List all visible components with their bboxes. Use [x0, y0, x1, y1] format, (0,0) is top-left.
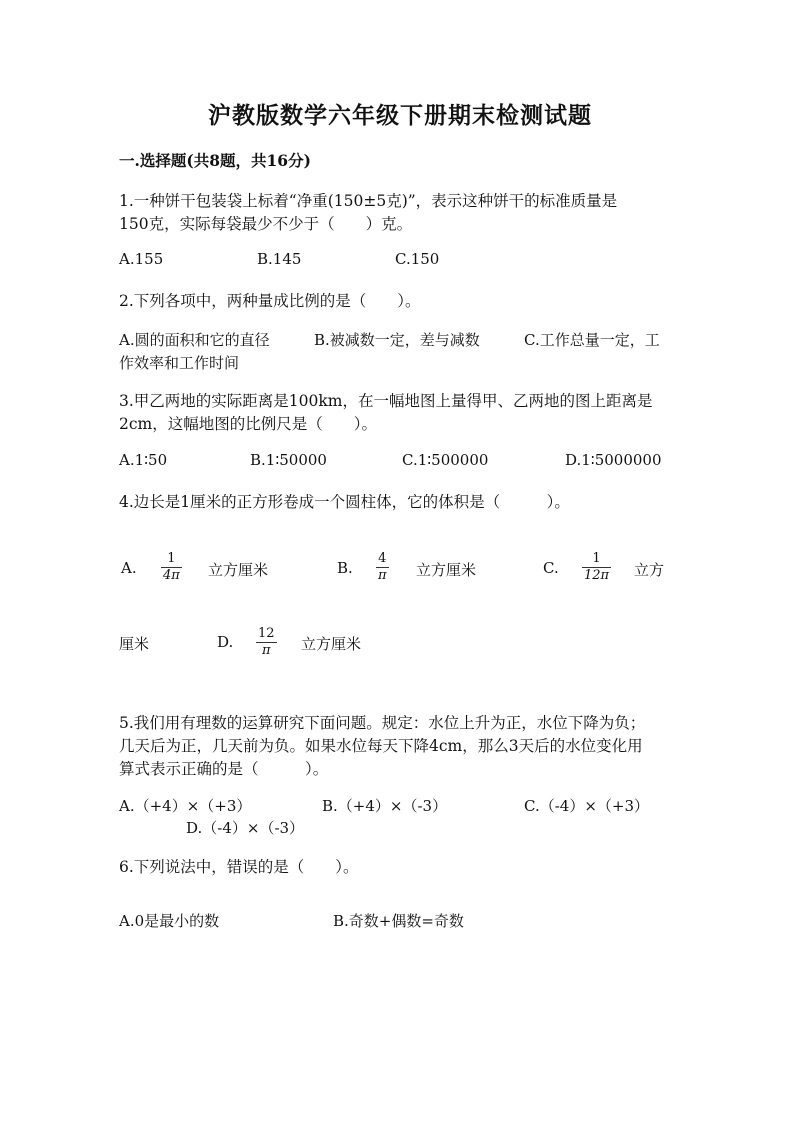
question-4-option-b-fraction — [376, 551, 389, 584]
question-5-option-c: C.（-4）×（+3） — [524, 797, 650, 815]
section-heading: 一.选择题(共8题，共16分) — [119, 151, 311, 170]
question-4-line-1: 4.边长是1厘米的正方形卷成一个圆柱体，它的体积是（ ）。 — [119, 493, 570, 511]
question-3-option-b: B.1∶50000 — [250, 451, 327, 469]
question-4-option-a-label: A. — [121, 559, 137, 577]
question-4-option-d-fraction — [256, 626, 277, 659]
question-5-option-a: A.（+4）×（+3） — [119, 797, 252, 815]
question-5-line-2: 几天后为正，几天前为负。如果水位每天下降4cm，那么3天后的水位变化用 — [119, 737, 643, 755]
question-1-option-c: C.150 — [395, 250, 440, 268]
question-4-option-a-fraction — [161, 551, 182, 584]
question-2-line-1: 2.下列各项中，两种量成比例的是（ ）。 — [119, 292, 421, 310]
question-4-option-c-unit: 立方 — [634, 561, 665, 579]
question-6-option-a: A.0是最小的数 — [119, 912, 220, 930]
question-4-option-d-unit: 立方厘米 — [301, 635, 362, 653]
question-4-option-b-unit: 立方厘米 — [416, 561, 477, 579]
fraction-numerator: 4 — [378, 551, 387, 566]
question-4-option-b-label: B. — [337, 559, 353, 577]
fraction-denominator: 4π — [163, 568, 180, 583]
question-3-line-1: 3.甲乙两地的实际距离是100km，在一幅地图上量得甲、乙两地的图上距离是 — [119, 392, 653, 410]
question-2-option-b: B.被减数一定，差与减数 — [314, 331, 480, 349]
question-3-line-2: 2cm，这幅地图的比例尺是（ ）。 — [119, 415, 377, 433]
question-1-line-2: 150克，实际每袋最少不少于（ ）克。 — [119, 215, 413, 233]
question-2-option-c: C.工作总量一定，工 — [524, 331, 660, 349]
fraction-denominator: π — [378, 568, 387, 583]
question-1-option-b: B.145 — [257, 250, 302, 268]
question-4-option-c-fraction — [582, 551, 611, 584]
question-1-line-1: 1.一种饼干包装袋上标着“净重(150±5克)”，表示这种饼干的标准质量是 — [119, 192, 618, 210]
question-4-option-c-label: C. — [543, 559, 559, 577]
question-6-option-b: B.奇数+偶数=奇数 — [333, 912, 464, 930]
question-1-option-a: A.155 — [119, 250, 164, 268]
question-2-option-a: A.圆的面积和它的直径 — [119, 331, 270, 349]
question-3-option-c: C.1∶500000 — [402, 451, 489, 469]
question-4-option-c-unit-continued: 厘米 — [119, 635, 150, 653]
page-title: 沪教版数学六年级下册期末检测试题 — [208, 102, 592, 129]
question-3-option-a: A.1∶50 — [119, 451, 168, 469]
question-5-line-1: 5.我们用有理数的运算研究下面问题。规定：水位上升为正，水位下降为负； — [119, 714, 646, 732]
question-6-line-1: 6.下列说法中，错误的是（ ）。 — [119, 858, 359, 876]
question-4-option-a-unit: 立方厘米 — [208, 561, 269, 579]
fraction-numerator: 1 — [592, 551, 601, 566]
fraction-denominator: 12π — [584, 568, 610, 583]
fraction-denominator: π — [262, 643, 271, 658]
question-5-line-3: 算式表示正确的是（ ）。 — [119, 760, 329, 778]
question-4-option-d-label: D. — [217, 633, 234, 651]
question-3-option-d: D.1∶5000000 — [565, 451, 662, 469]
fraction-numerator: 1 — [167, 551, 176, 566]
fraction-numerator: 12 — [258, 626, 275, 641]
question-5-option-d: D.（-4）×（-3） — [186, 819, 305, 837]
question-2-option-c-continued: 作效率和工作时间 — [119, 354, 240, 372]
question-5-option-b: B.（+4）×（-3） — [322, 797, 448, 815]
